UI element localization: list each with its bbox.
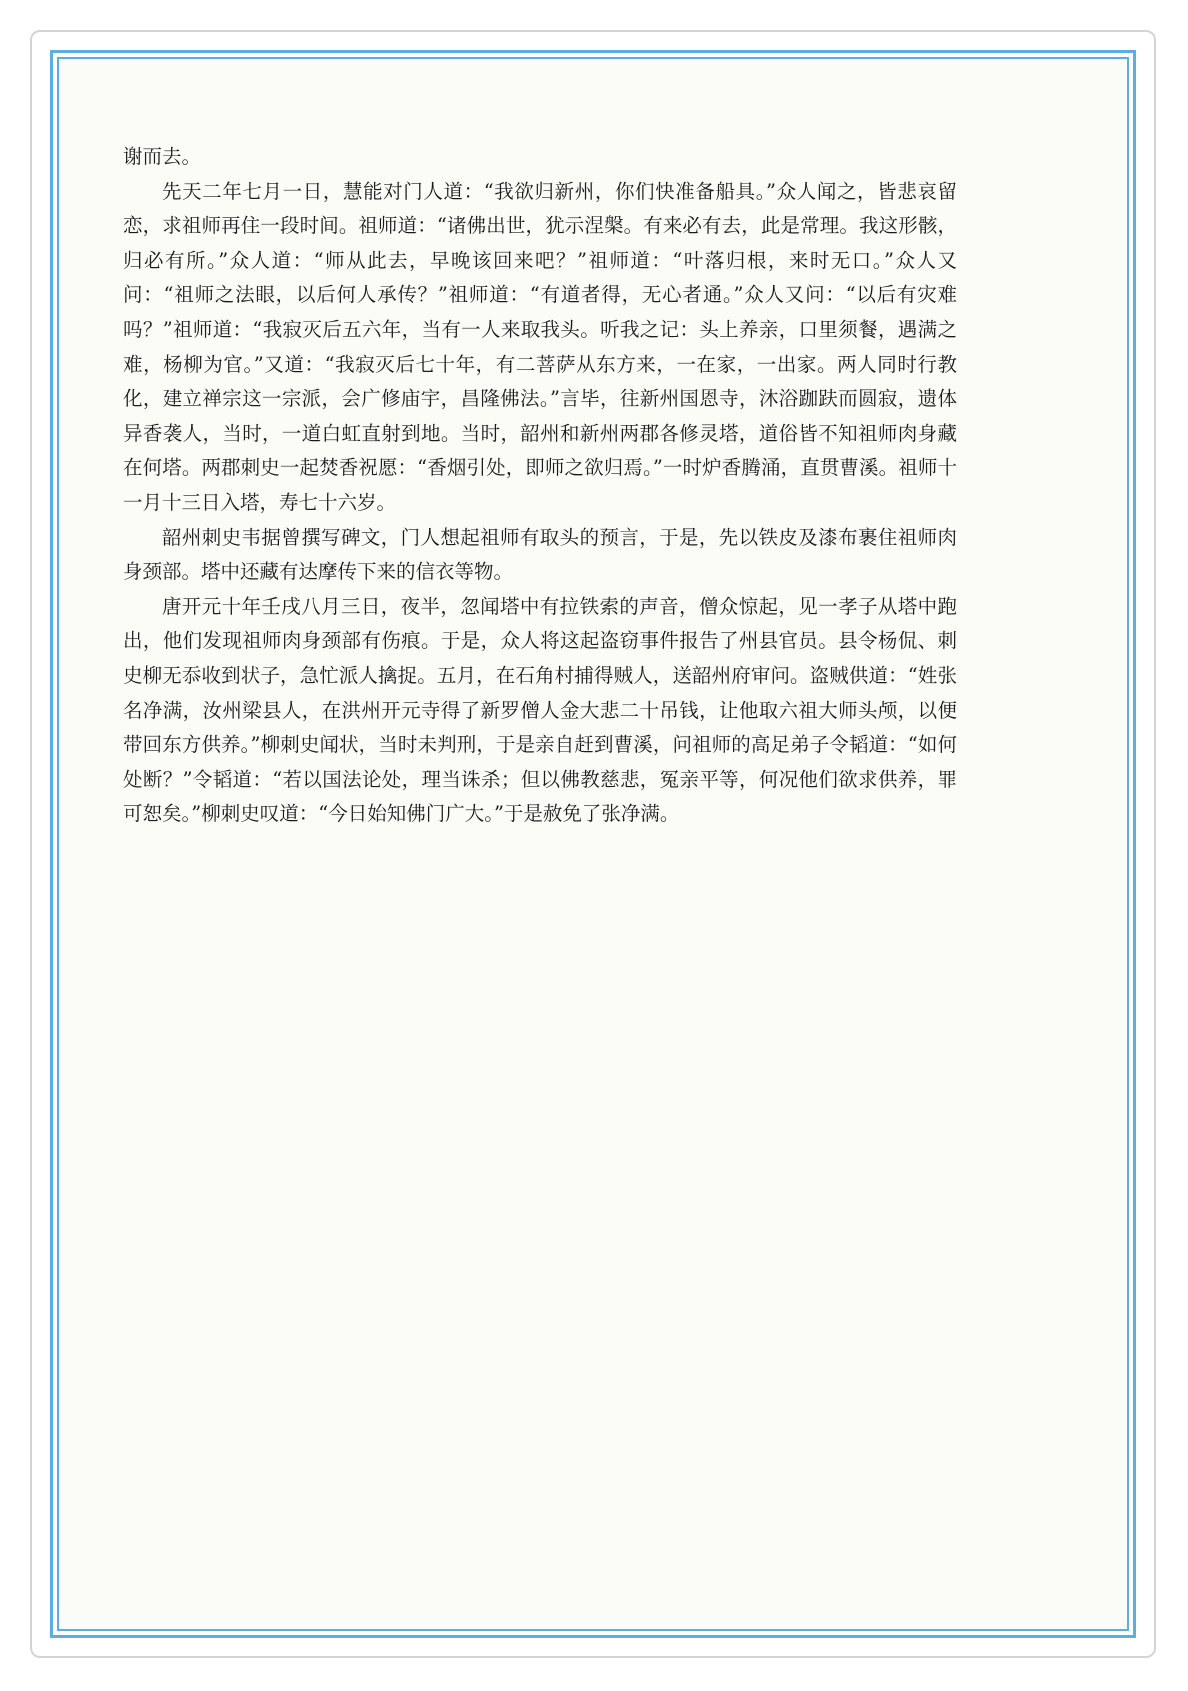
paragraph: 先天二年七月一日，慧能对门人道：“我欲归新州，你们快准备船具。”众人闻之，皆悲哀留恋，求祖师再住一段时间。祖师道：“诸佛出世，犹示涅槃。有来必有去，此是常理。我这形骸，归必有所。”众人道：“师从此去，早晚该回来吧？”祖师道：“叶落归根，来时无口。”众人又问：“祖师之法眼，以后何人承传？”祖师道：“有道者得，无心者通。”众人又问：“以后有灾难吗？”祖师道：“我寂灭后五六年，当有一人来取我头。听我之记：头上养亲，口里须餐，遇满之难，杨柳为官。”又道：“我寂灭后七十年，有二菩萨从东方来，一在家，一出家。两人同时行教化，建立禅宗这一宗派，会广修庙宇，昌隆佛法。”言毕，往新州国恩寺，沐浴跏趺而圆寂，遗体异香袭人，当时，一道白虹直射到地。当时，韶州和新州两郡各修灵塔，道俗皆不知祖师肉身藏在何塔。两郡刺史一起焚香祝愿：“香烟引处，即师之欲归焉。”一时炉香腾涌，直贯曹溪。祖师十一月十三日入塔，寿七十六岁。 xyxy=(123,179,957,514)
paragraph: 韶州刺史韦据曾撰写碑文，门人想起祖师有取头的预言，于是，先以铁皮及漆布裹住祖师肉身颈部。塔中还藏有达摩传下来的信衣等物。 xyxy=(123,525,957,584)
document-body xyxy=(123,140,957,832)
paragraph: 唐开元十年壬戌八月三日，夜半，忽闻塔中有拉铁索的声音，僧众惊起，见一孝子从塔中跑出，他们发现祖师肉身颈部有伤痕。于是，众人将这起盗窃事件报告了州县官员。县令杨侃、刺史柳无忝收到状子，急忙派人擒捉。五月，在石角村捕得贼人，送韶州府审问。盗贼供道：“姓张名净满，汝州梁县人，在洪州开元寺得了新罗僧人金大悲二十吊钱，让他取六祖大师头颅，以便带回东方供养。”柳刺史闻状，当时未判刑，于是亲自赶到曹溪，问祖师的高足弟子令韬道：“如何处断？”令韬道：“若以国法论处，理当诛杀；但以佛教慈悲，冤亲平等，何况他们欲求供养，罪可恕矣。”柳刺史叹道：“今日始知佛门广大。”于是赦免了张净满。 xyxy=(123,594,957,826)
paragraph-continuation: 谢而去。 xyxy=(123,145,202,168)
